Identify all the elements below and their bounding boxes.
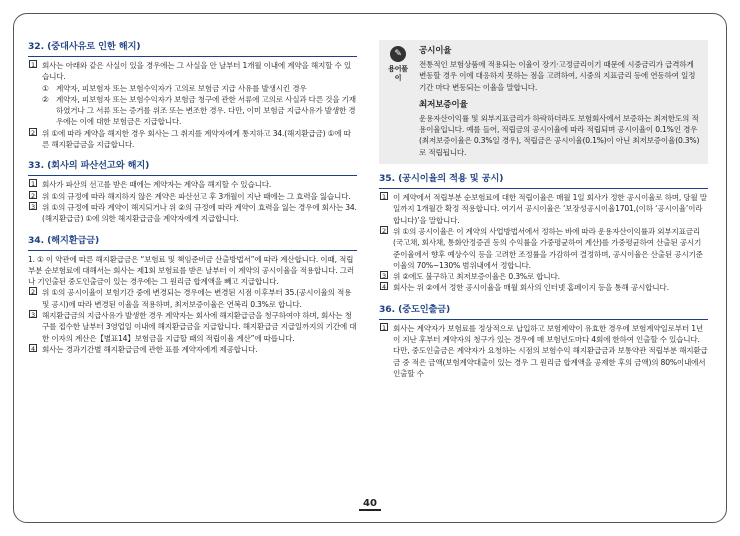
- section-title: 33. (회사의 파산선고와 해지): [28, 160, 150, 172]
- paragraph: 3 위 ①의 규정에 따라 계약이 해지되거나 위 ②의 규정에 따라 계약이 효력을 잃는 경우에 회사는 34.(해지환급금) ①에 의한 해지환급금을 계약자에게 지급합니다.: [28, 202, 357, 225]
- paragraph: 2 위 ①의 공시이율은 이 계약의 사업방법서에서 정하는 바에 따라 운용자산이익률과 외부지표금리(국고채, 회사채, 통화안정증권 등의 수익률을 가중평균하여 계산)를 가중평균하여 산출된 공시기준이율에서 향후 예상수익 등을 고려한 조정률을 가감하여 결정하며, 공시이율은 산출된 공시기준이율의 70%~130% 범위내에서 정합니다.: [379, 226, 708, 271]
- number-marker: 2: [380, 226, 388, 234]
- paragraph: 1 회사는 아래와 같은 사실이 있을 경우에는 그 사실을 안 날부터 1개월 이내에 계약을 해지할 수 있습니다.: [28, 60, 357, 83]
- paragraph: 1. ① 이 약관에 따른 해지환급금은 “보험료 및 책임준비금 산출방법서”에 따라 계산합니다. 이때, 적립부분 순보험료에 대해서는 회사는 제1회 보험료를 받은 날부터 이 계약의 공시이율을 적용합니다. 그러나 기인출된 중도인출금이 있는 경우에는 그 원리금 합계액을 빼고 지급합니다.: [28, 254, 354, 287]
- paragraph: 2 위 ①의 공시이율이 보험기간 중에 변경되는 경우에는 변경된 시점 이후부터 35.(공시이율의 적용 및 공시)에 따라 변경된 이율을 적용하며, 최저보증이율은 연복리 0.3%로 합니다.: [28, 287, 357, 310]
- title-underline: [28, 56, 357, 57]
- section-33: [28, 159, 357, 224]
- number-marker: 2: [29, 191, 37, 199]
- title-underline: [379, 188, 708, 189]
- number-marker: 3: [29, 202, 37, 210]
- paragraph: 1 회사는 계약자가 보험료를 정상적으로 납입하고 보험계약이 유효한 경우에 보험계약일로부터 1년이 지난 후부터 계약자의 청구가 있는 경우에 매 보험년도마다 4회에 한하여 인출할 수 있습니다. 다만, 중도인출금은 계약자가 요청하는 시점의 보험수익 해지환급금과 보통약관 적립부분 해지환급금 중 적은 금액(보험계약대출이 있는 경우 그 원리금 합계액을 공제한 후의 금액)의 80%이내에서 인출할 수: [379, 323, 708, 379]
- left-column: [28, 40, 357, 364]
- page-number: 40: [0, 498, 740, 511]
- section-35: [379, 172, 708, 294]
- title-underline: [28, 175, 357, 176]
- paragraph: 1 회사가 파산의 선고를 받은 때에는 계약자는 계약을 해지할 수 있습니다.: [28, 179, 357, 190]
- paragraph: 3 해지환급금의 지급사유가 발생한 경우 계약자는 회사에 해지환급금을 청구하여야 하며, 회사는 청구를 접수한 날부터 3영업일 이내에 해지환급금을 지급합니다. 해지환급금 지급일까지의 기간에 대한 이자의 계산은【별표14】보험금을 지급할 때의 적립이율 계산”에 따릅니다.: [28, 310, 357, 344]
- title-underline: [379, 319, 708, 320]
- glossary-term: 최저보증이율: [419, 99, 468, 110]
- circle-number-marker: ①: [42, 83, 49, 93]
- paragraph: 4 회사는 경과기간별 해지환급금에 관한 표를 계약자에게 제공합니다.: [28, 344, 357, 355]
- paragraph: 4 회사는 위 ②에서 정한 공시이율을 매월 회사의 인터넷 홈페이지 등을 통해 공시합니다.: [379, 282, 708, 293]
- glossary-term: 공시이율: [419, 46, 452, 56]
- title-underline: [28, 250, 357, 251]
- number-marker: 3: [380, 271, 388, 279]
- pencil-icon: ✎: [390, 46, 406, 62]
- circle-number-marker: ②: [42, 94, 49, 104]
- paragraph: 2 위 ①의 규정에 따라 해지하지 않은 계약은 파산선고 후 3개월이 지난 때에는 그 효력을 잃습니다.: [28, 191, 357, 202]
- paragraph: 1 이 계약에서 적립부분 순보험료에 대한 적립이율은 매월 1일 회사가 정한 공시이율로 하며, 당월 말일까지 1개월간 확정 적용합니다. 여기서 공시이율은 ‘보장성공시이율1701,(이하 ‘공시이율’이라 합니다)’을 말합니다.: [379, 192, 708, 226]
- sub-item: ① 계약자, 피보험자 또는 보험수익자가 고의로 보험금 지급 사유를 발생시킨 경우: [42, 83, 307, 93]
- paragraph: 2 위 ①에 따라 계약을 해지한 경우 회사는 그 취지를 계약자에게 통지하고 34.(해지환급금) ①에 따른 해지환급금을 지급합니다.: [28, 128, 357, 151]
- sub-item: ② 계약자, 피보험자 또는 보험수익자가 보험금 청구에 관한 서류에 고의로 사실과 다른 것을 기재하였거나 그 서류 또는 증거를 위조 또는 변조한 경우. 다만, 이미 보험금 지급사유가 발생한 경우에는 이에 대한 보험금은 지급합니다.: [42, 94, 356, 127]
- glossary-definition: 전통적인 보험상품에 적용되는 이율이 장기·고정금리이기 때문에 시중금리가 급격하게 변동할 경우 이에 대응하지 못하는 점을 고려하여, 시중의 지표금리 등에 연동하여 일정기간 마다 변동되는 이율을 말합니다.: [419, 60, 696, 92]
- section-36: [379, 303, 708, 379]
- section-title: 36. (중도인출금): [379, 303, 451, 315]
- section-32: [28, 40, 357, 150]
- number-marker: 1: [380, 323, 388, 331]
- glossary-definition: 운용자산이익률 및 외부지표금리가 하락하더라도 보험회사에서 보증하는 최저한도의 적용이율입니다. 예를 들어, 적립금의 공시이율에 따라 적립되며 공시이율이 0.1%인 경우(최저보증이율은 0.3%일 경우), 적립금은 공시이율(0.1%)이 아닌 최저보증이율(0.3%)로 적립됩니다.: [419, 113, 700, 157]
- right-column: [379, 40, 708, 388]
- glossary-icon: [387, 46, 409, 83]
- number-marker: 2: [29, 287, 37, 295]
- section-title: 32. (중대사유로 인한 해지): [28, 41, 141, 52]
- glossary-box: [379, 40, 708, 164]
- number-marker: 4: [29, 344, 37, 352]
- number-marker: 3: [29, 310, 37, 318]
- paragraph: 3 위 ②에도 불구하고 최저보증이율은 0.3%로 합니다.: [379, 271, 708, 282]
- number-marker: 1: [29, 179, 37, 187]
- number-marker: 1: [29, 60, 37, 68]
- section-title: 34. (해지환급금): [28, 234, 100, 246]
- glossary-icon-label: 용어풀이: [388, 65, 408, 82]
- section-34: [28, 234, 357, 356]
- section-title: 35. (공시이율의 적용 및 공시): [379, 173, 504, 185]
- number-marker: 4: [380, 282, 388, 290]
- number-marker: 2: [29, 128, 37, 136]
- number-marker: 1: [380, 192, 388, 200]
